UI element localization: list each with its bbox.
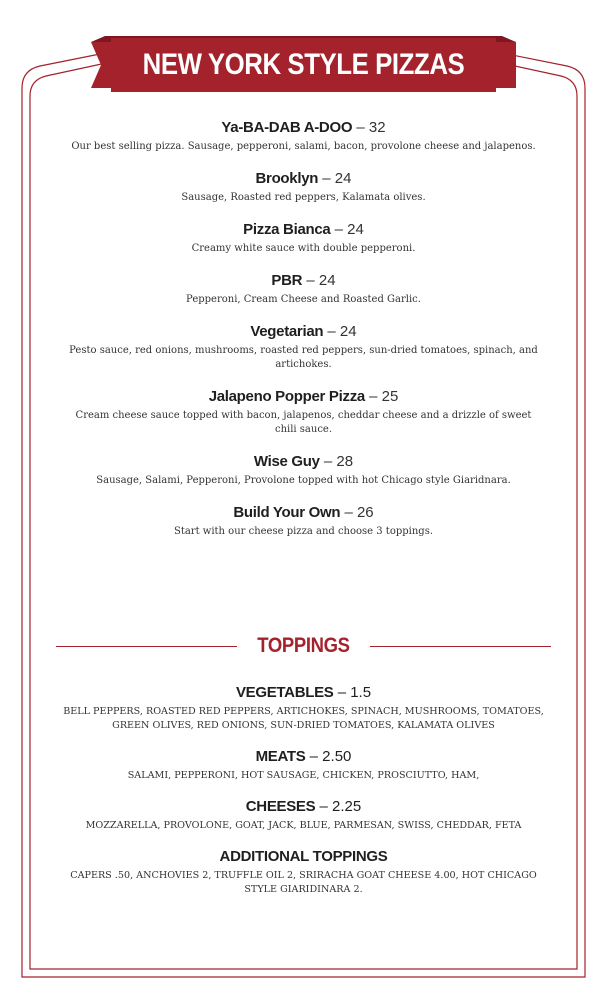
topping-group — [56, 797, 551, 833]
topping-group-items: MOZZARELLA, PROVOLONE, GOAT, JACK, BLUE, PARMESAN, SWISS, CHEDDAR, FETA — [85, 820, 522, 831]
topping-group — [56, 847, 551, 897]
topping-group-name: ADDITIONAL TOPPINGS — [219, 848, 388, 865]
menu-item — [60, 322, 547, 372]
item-description: Pesto sauce, red onions, mushrooms, roasted red peppers, sun-dried tomatoes, spinach, and artichokes. — [69, 345, 538, 370]
item-name: PBR — [271, 272, 303, 289]
menu-item — [60, 503, 547, 539]
divider-line-left — [56, 646, 237, 647]
item-description: Cream cheese sauce topped with bacon, jalapenos, cheddar cheese and a drizzle of sweet chili sauce. — [75, 410, 532, 435]
menu-item — [60, 220, 547, 256]
divider-line-right — [370, 646, 551, 647]
topping-group — [56, 683, 551, 733]
item-name: Pizza Bianca — [243, 221, 331, 238]
item-price: – 32 — [356, 119, 386, 136]
topping-group-items: CAPERS .50, ANCHOVIES 2, TRUFFLE OIL 2, SRIRACHA GOAT CHEESE 4.00, HOT CHICAGO STYLE GIARIDINARA 2. — [70, 870, 537, 895]
topping-group-name: CHEESES — [245, 798, 316, 815]
pizza-list — [60, 118, 547, 554]
item-name: Vegetarian — [250, 323, 324, 340]
item-description: Sausage, Salami, Pepperoni, Provolone topped with hot Chicago style Giaridnara. — [96, 475, 511, 486]
toppings-section-header — [56, 632, 551, 660]
item-name: Wise Guy — [253, 453, 320, 470]
menu-item — [60, 271, 547, 307]
menu-item — [60, 452, 547, 488]
item-description: Creamy white sauce with double pepperoni. — [191, 243, 416, 254]
item-price: – 24 — [327, 323, 357, 340]
item-price: – 25 — [369, 388, 399, 405]
item-description: Our best selling pizza. Sausage, pepperoni, salami, bacon, provolone cheese and jalapenos. — [71, 141, 536, 152]
topping-group-price: – 2.50 — [309, 748, 352, 765]
item-name: Brooklyn — [255, 170, 319, 187]
item-price: – 24 — [322, 170, 352, 187]
menu-item — [60, 387, 547, 437]
menu-item — [60, 169, 547, 205]
page-title: NEW YORK STYLE PIZZAS — [142, 48, 465, 81]
toppings-title: TOPPINGS — [257, 634, 350, 657]
item-description: Sausage, Roasted red peppers, Kalamata olives. — [181, 192, 426, 203]
item-name: Jalapeno Popper Pizza — [208, 388, 365, 405]
item-price: – 28 — [323, 453, 354, 470]
topping-group-price: – 2.25 — [319, 798, 362, 815]
menu-item — [60, 118, 547, 154]
item-price: – 26 — [344, 504, 374, 521]
item-name: Ya-BA-DAB A-DOO — [221, 119, 353, 136]
topping-group-name: MEATS — [255, 748, 306, 765]
item-description: Start with our cheese pizza and choose 3 toppings. — [173, 526, 434, 537]
item-price: – 24 — [334, 221, 364, 238]
topping-group-name: VEGETABLES — [235, 684, 334, 701]
topping-group-price: – 1.5 — [337, 684, 372, 701]
toppings-list — [56, 683, 551, 911]
item-description: Pepperoni, Cream Cheese and Roasted Garlic. — [186, 294, 421, 305]
item-name: Build Your Own — [233, 504, 341, 521]
topping-group-items: BELL PEPPERS, ROASTED RED PEPPERS, ARTICHOKES, SPINACH, MUSHROOMS, TOMATOES, GREEN OLIVES, RED ONIONS, SUN-DRIED TOMATOES, KALAMATA OLIVES — [63, 706, 544, 731]
item-price: – 24 — [306, 272, 336, 289]
topping-group-items: SALAMI, PEPPERONI, HOT SAUSAGE, CHICKEN, PROSCIUTTO, HAM, — [127, 770, 480, 781]
topping-group — [56, 747, 551, 783]
